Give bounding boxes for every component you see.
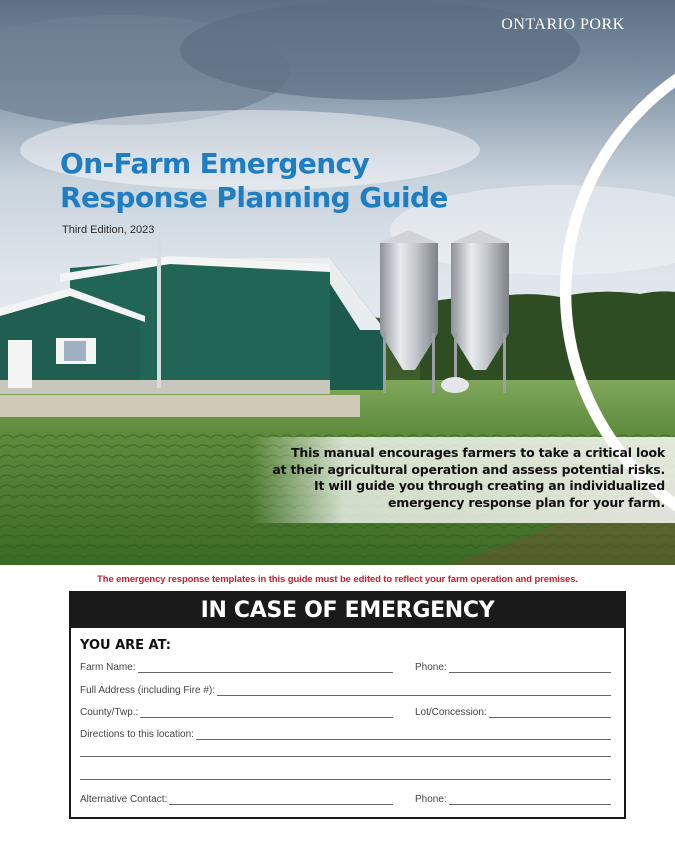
manual-line: It will guide you through creating an individualized xyxy=(314,478,665,493)
farm-name-field[interactable] xyxy=(80,662,393,673)
manual-line: at their agricultural operation and assess potential risks. xyxy=(272,461,665,477)
manual-line: This manual encourages farmers to take a critical look xyxy=(291,445,665,460)
lot-concession-field[interactable] xyxy=(415,707,611,718)
emergency-form xyxy=(69,591,626,819)
form-heading: IN CASE OF EMERGENCY xyxy=(71,593,624,628)
template-notice: The emergency response templates in this guide must be edited to reflect your farm operation and premises. xyxy=(97,574,578,585)
ontario-pork-logo xyxy=(488,10,638,34)
directions-line-3[interactable] xyxy=(80,779,611,780)
title-line-1: On-Farm Emergency xyxy=(60,147,370,180)
alt-contact-label: Alternative Contact: xyxy=(80,794,168,805)
title-line-2: Response Planning Guide xyxy=(60,181,448,214)
county-field[interactable] xyxy=(80,707,393,718)
directions-row xyxy=(80,726,611,740)
farm-name-row xyxy=(80,659,611,673)
county-label: County/Twp.: xyxy=(80,707,139,718)
form-subheading: YOU ARE AT: xyxy=(80,638,171,653)
phone-label: Phone: xyxy=(415,662,447,673)
directions-line-2[interactable] xyxy=(80,756,611,757)
alt-contact-field[interactable] xyxy=(80,794,393,805)
brand-name: ONTARIO PORK xyxy=(501,16,625,33)
directions-field[interactable] xyxy=(80,729,611,740)
alt-phone-field[interactable] xyxy=(415,794,611,805)
full-address-row xyxy=(80,682,611,696)
farm-name-label: Farm Name: xyxy=(80,662,136,673)
phone-field[interactable] xyxy=(415,662,611,673)
manual-line: emergency response plan for your farm. xyxy=(388,494,665,510)
alt-phone-label: Phone: xyxy=(415,794,447,805)
lot-concession-label: Lot/Concession: xyxy=(415,707,487,718)
full-address-field[interactable] xyxy=(80,685,611,696)
county-row xyxy=(80,704,611,718)
edition-label: Third Edition, 2023 xyxy=(62,224,155,236)
directions-label: Directions to this location: xyxy=(80,729,194,740)
manual-description xyxy=(250,437,675,523)
alt-contact-row xyxy=(80,791,611,805)
full-address-label: Full Address (including Fire #): xyxy=(80,685,216,696)
document-title xyxy=(60,147,448,215)
